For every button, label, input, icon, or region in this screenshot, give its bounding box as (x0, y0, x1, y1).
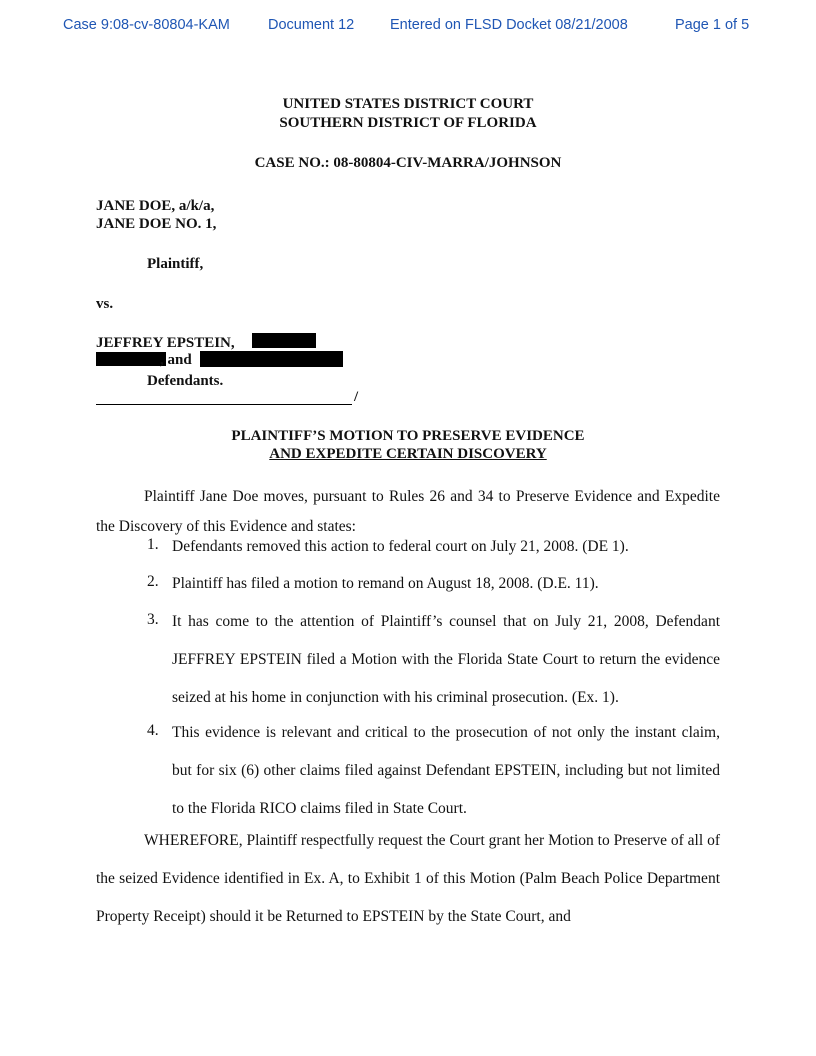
plaintiff-role: Plaintiff, (147, 256, 204, 272)
item-number: 1. (147, 536, 159, 553)
case-number: CASE NO.: 08-80804-CIV-MARRA/JOHNSON (254, 155, 562, 171)
item-text: It has come to the attention of Plaintiff’s counsel that on July 21, 2008, Defendant JEFFREY EPSTEIN filed a Motion with the Florida State Court to return the evidence seized at his home in conjunction with his criminal prosecution. (Ex. 1). (172, 613, 720, 706)
header-page: Page 1 of 5 (675, 17, 750, 33)
redaction-bar (200, 351, 343, 367)
defendant-and: , and (160, 352, 192, 368)
item-number: 3. (147, 611, 159, 628)
versus: vs. (96, 296, 114, 312)
wherefore-paragraph: WHEREFORE, Plaintiff respectfully request the Court grant her Motion to Preserve of all of the seized Evidence identified in Ex. A, to Exhibit 1 of this Motion (Palm Beach Police Department Property Receipt) should it be Returned to EPSTEIN by the State Court, and (96, 832, 720, 925)
plaintiff-alias: JANE DOE NO. 1, (96, 216, 217, 232)
header-entered: Entered on FLSD Docket 08/21/2008 (390, 17, 628, 33)
motion-subtitle (0, 446, 816, 463)
court-district: SOUTHERN DISTRICT OF FLORIDA (279, 115, 537, 131)
motion-subtitle-text: AND EXPEDITE CERTAIN DISCOVERY (269, 446, 547, 462)
caption-slash: / (354, 389, 359, 405)
item-text: Defendants removed this action to federal court on July 21, 2008. (DE 1). (172, 538, 629, 555)
intro-paragraph: Plaintiff Jane Doe moves, pursuant to Rules 26 and 34 to Preserve Evidence and Expedite the Discovery of this Evidence and states: (96, 488, 720, 535)
redaction-bar (252, 333, 316, 348)
court-name: UNITED STATES DISTRICT COURT (282, 96, 534, 112)
motion-title: PLAINTIFF’S MOTION TO PRESERVE EVIDENCE (231, 428, 585, 444)
defendant-name: JEFFREY EPSTEIN, (96, 335, 235, 351)
plaintiff-name: JANE DOE, a/k/a, (96, 198, 215, 214)
item-number: 2. (147, 573, 159, 590)
item-text: This evidence is relevant and critical to the prosecution of not only the instant claim, but for six (6) other claims filed against Defendant EPSTEIN, including but not limited to the Florida RICO claims filed in State Court. (172, 724, 720, 817)
header-document: Document 12 (268, 17, 355, 33)
header-case-number: Case 9:08-cv-80804-KAM (63, 17, 230, 33)
redaction-bar (96, 352, 166, 366)
item-text: Plaintiff has filed a motion to remand on August 18, 2008. (D.E. 11). (172, 575, 599, 592)
defendant-role: Defendants. (147, 373, 224, 389)
item-number: 4. (147, 722, 159, 739)
caption-rule (96, 404, 352, 405)
